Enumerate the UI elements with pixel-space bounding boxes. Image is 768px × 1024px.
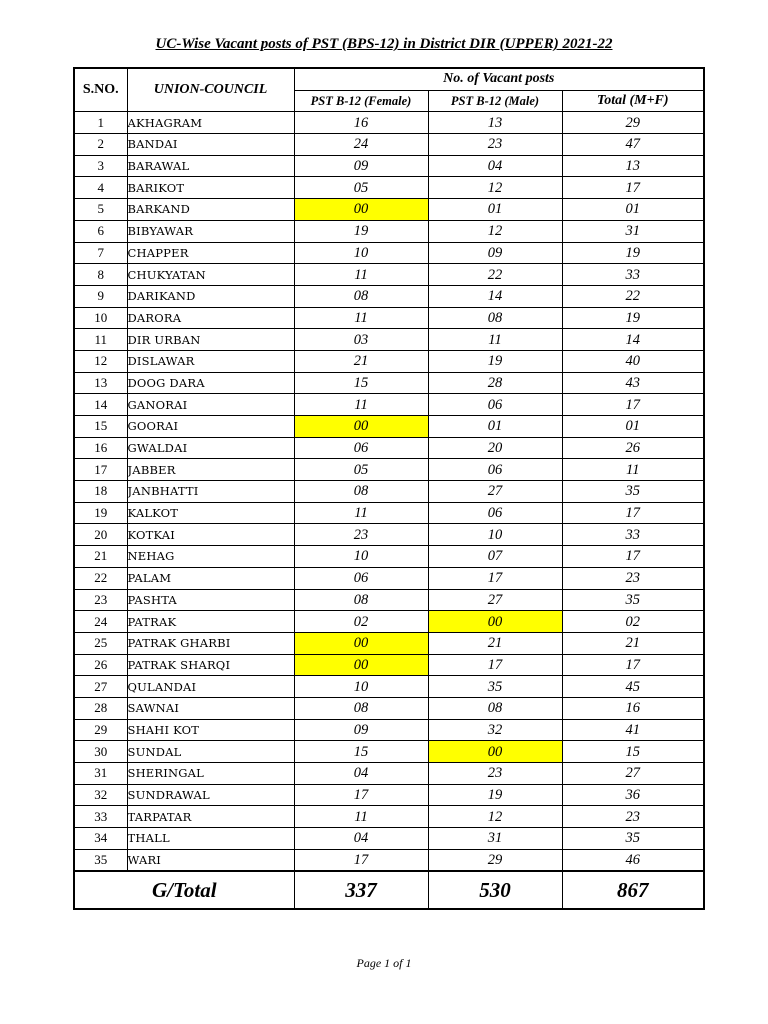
row-union-council: KOTKAI bbox=[127, 524, 294, 546]
row-total-vacancies: 21 bbox=[562, 632, 704, 654]
row-sno: 15 bbox=[74, 416, 127, 438]
row-total-vacancies: 43 bbox=[562, 372, 704, 394]
row-total-vacancies: 17 bbox=[562, 177, 704, 199]
row-union-council: GWALDAI bbox=[127, 437, 294, 459]
row-male-vacancies: 04 bbox=[428, 155, 562, 177]
row-total-vacancies: 19 bbox=[562, 307, 704, 329]
table-row bbox=[74, 828, 704, 850]
row-sno: 12 bbox=[74, 350, 127, 372]
row-sno: 14 bbox=[74, 394, 127, 416]
header-male: PST B-12 (Male) bbox=[428, 90, 562, 112]
row-sno: 9 bbox=[74, 285, 127, 307]
row-sno: 17 bbox=[74, 459, 127, 481]
row-sno: 20 bbox=[74, 524, 127, 546]
row-sno: 25 bbox=[74, 632, 127, 654]
row-female-vacancies: 17 bbox=[294, 784, 428, 806]
table-row bbox=[74, 134, 704, 156]
row-total-vacancies: 41 bbox=[562, 719, 704, 741]
row-sno: 10 bbox=[74, 307, 127, 329]
row-union-council: PALAM bbox=[127, 567, 294, 589]
row-male-vacancies: 19 bbox=[428, 784, 562, 806]
row-union-council: SHERINGAL bbox=[127, 763, 294, 785]
table-row bbox=[74, 719, 704, 741]
row-union-council: PATRAK GHARBI bbox=[127, 632, 294, 654]
table-row bbox=[74, 307, 704, 329]
row-male-vacancies: 06 bbox=[428, 459, 562, 481]
row-female-vacancies: 04 bbox=[294, 828, 428, 850]
row-total-vacancies: 17 bbox=[562, 502, 704, 524]
row-total-vacancies: 46 bbox=[562, 849, 704, 871]
row-union-council: CHAPPER bbox=[127, 242, 294, 264]
row-union-council: AKHAGRAM bbox=[127, 112, 294, 134]
row-union-council: BARKAND bbox=[127, 199, 294, 221]
row-union-council: NEHAG bbox=[127, 546, 294, 568]
row-male-vacancies: 12 bbox=[428, 806, 562, 828]
row-female-vacancies: 10 bbox=[294, 242, 428, 264]
row-total-vacancies: 13 bbox=[562, 155, 704, 177]
row-sno: 1 bbox=[74, 112, 127, 134]
row-union-council: JANBHATTI bbox=[127, 481, 294, 503]
row-total-vacancies: 47 bbox=[562, 134, 704, 156]
row-union-council: SAWNAI bbox=[127, 697, 294, 719]
row-male-vacancies: 19 bbox=[428, 350, 562, 372]
row-female-vacancies: 15 bbox=[294, 741, 428, 763]
row-sno: 7 bbox=[74, 242, 127, 264]
row-female-vacancies: 00 bbox=[294, 632, 428, 654]
row-total-vacancies: 33 bbox=[562, 524, 704, 546]
row-union-council: DARIKAND bbox=[127, 285, 294, 307]
header-union-council: UNION-COUNCIL bbox=[127, 68, 294, 112]
row-union-council: PATRAK bbox=[127, 611, 294, 633]
row-female-vacancies: 11 bbox=[294, 806, 428, 828]
row-union-council: GANORAI bbox=[127, 394, 294, 416]
row-female-vacancies: 03 bbox=[294, 329, 428, 351]
table-row bbox=[74, 199, 704, 221]
row-union-council: DISLAWAR bbox=[127, 350, 294, 372]
row-total-vacancies: 35 bbox=[562, 481, 704, 503]
table-row bbox=[74, 784, 704, 806]
row-female-vacancies: 11 bbox=[294, 394, 428, 416]
row-male-vacancies: 08 bbox=[428, 697, 562, 719]
row-male-vacancies: 06 bbox=[428, 502, 562, 524]
row-total-vacancies: 31 bbox=[562, 220, 704, 242]
row-male-vacancies: 17 bbox=[428, 654, 562, 676]
document-title: UC-Wise Vacant posts of PST (BPS-12) in District DIR (UPPER) 2021-22 bbox=[155, 36, 613, 52]
row-union-council: SUNDRAWAL bbox=[127, 784, 294, 806]
row-total-vacancies: 22 bbox=[562, 285, 704, 307]
page-number: Page 1 of 1 bbox=[356, 956, 412, 970]
table-row bbox=[74, 806, 704, 828]
row-male-vacancies: 22 bbox=[428, 264, 562, 286]
row-female-vacancies: 10 bbox=[294, 546, 428, 568]
row-total-vacancies: 11 bbox=[562, 459, 704, 481]
grand-total-label: G/Total bbox=[74, 871, 294, 909]
row-sno: 29 bbox=[74, 719, 127, 741]
row-sno: 6 bbox=[74, 220, 127, 242]
row-male-vacancies: 07 bbox=[428, 546, 562, 568]
row-female-vacancies: 08 bbox=[294, 697, 428, 719]
row-total-vacancies: 17 bbox=[562, 546, 704, 568]
row-total-vacancies: 02 bbox=[562, 611, 704, 633]
grand-total-female: 337 bbox=[294, 871, 428, 909]
row-female-vacancies: 15 bbox=[294, 372, 428, 394]
row-total-vacancies: 23 bbox=[562, 567, 704, 589]
row-female-vacancies: 16 bbox=[294, 112, 428, 134]
row-female-vacancies: 00 bbox=[294, 654, 428, 676]
row-union-council: BARIKOT bbox=[127, 177, 294, 199]
row-male-vacancies: 09 bbox=[428, 242, 562, 264]
row-sno: 28 bbox=[74, 697, 127, 719]
grand-total-male: 530 bbox=[428, 871, 562, 909]
row-male-vacancies: 23 bbox=[428, 763, 562, 785]
row-female-vacancies: 00 bbox=[294, 199, 428, 221]
row-female-vacancies: 24 bbox=[294, 134, 428, 156]
row-male-vacancies: 17 bbox=[428, 567, 562, 589]
table-row bbox=[74, 654, 704, 676]
row-female-vacancies: 19 bbox=[294, 220, 428, 242]
row-sno: 13 bbox=[74, 372, 127, 394]
row-male-vacancies: 01 bbox=[428, 416, 562, 438]
row-male-vacancies: 27 bbox=[428, 481, 562, 503]
row-male-vacancies: 28 bbox=[428, 372, 562, 394]
row-union-council: DOOG DARA bbox=[127, 372, 294, 394]
row-sno: 18 bbox=[74, 481, 127, 503]
row-female-vacancies: 04 bbox=[294, 763, 428, 785]
row-total-vacancies: 27 bbox=[562, 763, 704, 785]
row-union-council: QULANDAI bbox=[127, 676, 294, 698]
row-total-vacancies: 23 bbox=[562, 806, 704, 828]
row-male-vacancies: 00 bbox=[428, 741, 562, 763]
row-male-vacancies: 29 bbox=[428, 849, 562, 871]
table-row bbox=[74, 264, 704, 286]
row-sno: 19 bbox=[74, 502, 127, 524]
row-sno: 35 bbox=[74, 849, 127, 871]
table-row bbox=[74, 567, 704, 589]
table-row bbox=[74, 416, 704, 438]
row-male-vacancies: 23 bbox=[428, 134, 562, 156]
row-total-vacancies: 16 bbox=[562, 697, 704, 719]
row-male-vacancies: 01 bbox=[428, 199, 562, 221]
row-total-vacancies: 45 bbox=[562, 676, 704, 698]
table-row bbox=[74, 849, 704, 871]
row-union-council: DARORA bbox=[127, 307, 294, 329]
table-row bbox=[74, 285, 704, 307]
row-male-vacancies: 14 bbox=[428, 285, 562, 307]
row-union-council: SHAHI KOT bbox=[127, 719, 294, 741]
table-row bbox=[74, 589, 704, 611]
row-total-vacancies: 01 bbox=[562, 416, 704, 438]
row-sno: 24 bbox=[74, 611, 127, 633]
row-male-vacancies: 12 bbox=[428, 177, 562, 199]
table-row bbox=[74, 394, 704, 416]
row-male-vacancies: 31 bbox=[428, 828, 562, 850]
row-sno: 32 bbox=[74, 784, 127, 806]
header-total: Total (M+F) bbox=[562, 90, 704, 112]
row-union-council: BARAWAL bbox=[127, 155, 294, 177]
row-total-vacancies: 29 bbox=[562, 112, 704, 134]
row-total-vacancies: 26 bbox=[562, 437, 704, 459]
row-sno: 31 bbox=[74, 763, 127, 785]
header-sno: S.NO. bbox=[74, 68, 127, 112]
row-female-vacancies: 08 bbox=[294, 285, 428, 307]
row-female-vacancies: 21 bbox=[294, 350, 428, 372]
table-row bbox=[74, 763, 704, 785]
row-sno: 23 bbox=[74, 589, 127, 611]
row-female-vacancies: 11 bbox=[294, 264, 428, 286]
row-female-vacancies: 02 bbox=[294, 611, 428, 633]
row-female-vacancies: 08 bbox=[294, 481, 428, 503]
row-total-vacancies: 35 bbox=[562, 828, 704, 850]
row-total-vacancies: 17 bbox=[562, 654, 704, 676]
row-union-council: PASHTA bbox=[127, 589, 294, 611]
row-female-vacancies: 06 bbox=[294, 437, 428, 459]
row-union-council: TARPATAR bbox=[127, 806, 294, 828]
row-sno: 22 bbox=[74, 567, 127, 589]
row-union-council: GOORAI bbox=[127, 416, 294, 438]
row-male-vacancies: 27 bbox=[428, 589, 562, 611]
table-body bbox=[74, 112, 704, 872]
grand-total-total: 867 bbox=[562, 871, 704, 909]
header-vacant-posts-group: No. of Vacant posts bbox=[294, 68, 704, 90]
row-male-vacancies: 12 bbox=[428, 220, 562, 242]
table-row bbox=[74, 611, 704, 633]
table-row bbox=[74, 481, 704, 503]
table-row bbox=[74, 741, 704, 763]
table-row bbox=[74, 220, 704, 242]
row-total-vacancies: 01 bbox=[562, 199, 704, 221]
vacant-posts-table bbox=[73, 67, 705, 910]
row-female-vacancies: 11 bbox=[294, 307, 428, 329]
row-total-vacancies: 36 bbox=[562, 784, 704, 806]
table-row bbox=[74, 697, 704, 719]
row-male-vacancies: 11 bbox=[428, 329, 562, 351]
row-total-vacancies: 35 bbox=[562, 589, 704, 611]
row-sno: 16 bbox=[74, 437, 127, 459]
row-male-vacancies: 08 bbox=[428, 307, 562, 329]
row-male-vacancies: 21 bbox=[428, 632, 562, 654]
row-sno: 4 bbox=[74, 177, 127, 199]
table-row bbox=[74, 112, 704, 134]
table-row bbox=[74, 372, 704, 394]
row-total-vacancies: 15 bbox=[562, 741, 704, 763]
row-female-vacancies: 05 bbox=[294, 177, 428, 199]
row-total-vacancies: 40 bbox=[562, 350, 704, 372]
table-row bbox=[74, 459, 704, 481]
row-sno: 27 bbox=[74, 676, 127, 698]
row-total-vacancies: 19 bbox=[562, 242, 704, 264]
row-female-vacancies: 09 bbox=[294, 155, 428, 177]
row-sno: 5 bbox=[74, 199, 127, 221]
row-union-council: THALL bbox=[127, 828, 294, 850]
row-male-vacancies: 10 bbox=[428, 524, 562, 546]
row-total-vacancies: 33 bbox=[562, 264, 704, 286]
row-sno: 11 bbox=[74, 329, 127, 351]
row-union-council: WARI bbox=[127, 849, 294, 871]
row-female-vacancies: 17 bbox=[294, 849, 428, 871]
row-union-council: SUNDAL bbox=[127, 741, 294, 763]
row-male-vacancies: 35 bbox=[428, 676, 562, 698]
row-sno: 34 bbox=[74, 828, 127, 850]
row-male-vacancies: 32 bbox=[428, 719, 562, 741]
row-female-vacancies: 00 bbox=[294, 416, 428, 438]
row-total-vacancies: 14 bbox=[562, 329, 704, 351]
table-row bbox=[74, 676, 704, 698]
row-female-vacancies: 10 bbox=[294, 676, 428, 698]
row-total-vacancies: 17 bbox=[562, 394, 704, 416]
row-union-council: DIR URBAN bbox=[127, 329, 294, 351]
row-female-vacancies: 11 bbox=[294, 502, 428, 524]
row-sno: 2 bbox=[74, 134, 127, 156]
row-male-vacancies: 06 bbox=[428, 394, 562, 416]
row-union-council: KALKOT bbox=[127, 502, 294, 524]
row-union-council: BIBYAWAR bbox=[127, 220, 294, 242]
grand-total-row bbox=[74, 871, 704, 909]
table-row bbox=[74, 350, 704, 372]
table-row bbox=[74, 177, 704, 199]
row-male-vacancies: 00 bbox=[428, 611, 562, 633]
table-row bbox=[74, 524, 704, 546]
row-sno: 8 bbox=[74, 264, 127, 286]
row-female-vacancies: 05 bbox=[294, 459, 428, 481]
row-female-vacancies: 06 bbox=[294, 567, 428, 589]
row-sno: 3 bbox=[74, 155, 127, 177]
row-union-council: CHUKYATAN bbox=[127, 264, 294, 286]
table-row bbox=[74, 155, 704, 177]
row-female-vacancies: 08 bbox=[294, 589, 428, 611]
row-sno: 33 bbox=[74, 806, 127, 828]
row-union-council: PATRAK SHARQI bbox=[127, 654, 294, 676]
row-female-vacancies: 23 bbox=[294, 524, 428, 546]
row-sno: 26 bbox=[74, 654, 127, 676]
table-row bbox=[74, 546, 704, 568]
table-row bbox=[74, 502, 704, 524]
table-row bbox=[74, 632, 704, 654]
table-row bbox=[74, 437, 704, 459]
row-male-vacancies: 13 bbox=[428, 112, 562, 134]
table-row bbox=[74, 242, 704, 264]
row-union-council: BANDAI bbox=[127, 134, 294, 156]
header-female: PST B-12 (Female) bbox=[294, 90, 428, 112]
row-sno: 21 bbox=[74, 546, 127, 568]
table-row bbox=[74, 329, 704, 351]
row-female-vacancies: 09 bbox=[294, 719, 428, 741]
row-sno: 30 bbox=[74, 741, 127, 763]
row-male-vacancies: 20 bbox=[428, 437, 562, 459]
row-union-council: JABBER bbox=[127, 459, 294, 481]
